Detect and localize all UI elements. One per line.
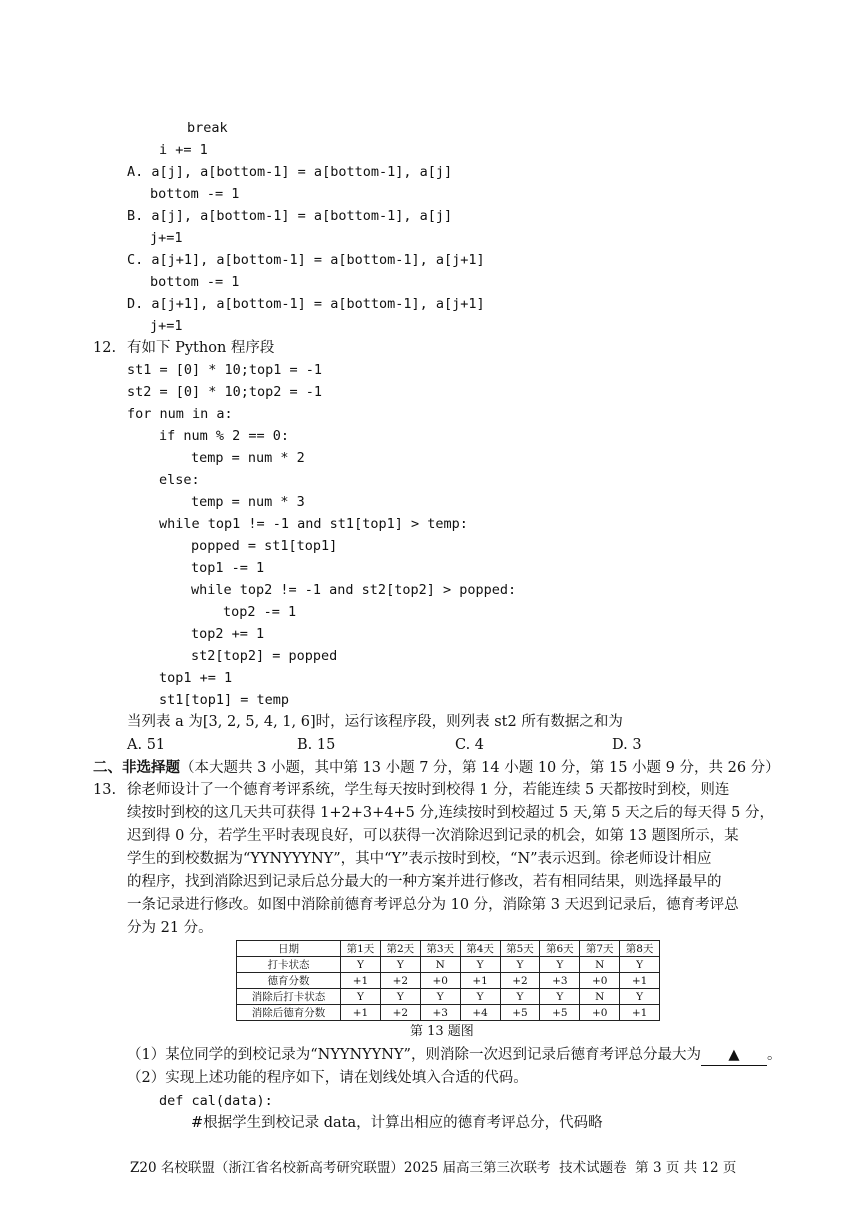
table-cell: +1 [341, 973, 381, 989]
table-cell: Y [460, 957, 500, 973]
code-line: i += 1 [159, 142, 208, 158]
code-line: temp = num * 2 [191, 450, 305, 466]
table-cell: +0 [420, 973, 460, 989]
code-line: top1 -= 1 [191, 560, 265, 576]
table-cell: Y [380, 989, 420, 1005]
q13-sub1 [127, 1045, 781, 1066]
option-d: D. a[j+1], a[bottom-1] = a[bottom-1], a[j+1] [127, 296, 485, 312]
table-cell: N [420, 957, 460, 973]
q13-text: 学生的到校数据为“YYNYYYNY”，其中“Y”表示按时到校，“N”表示迟到。徐老师设计相应 [127, 851, 712, 867]
table-row [237, 989, 660, 1005]
table-header-cell: 第3天 [420, 941, 460, 957]
table-cell: Y [500, 989, 540, 1005]
table-cell: +3 [540, 973, 580, 989]
table-cell: Y [500, 957, 540, 973]
code-line: st1[top1] = temp [159, 692, 290, 708]
page-footer: Z20 名校联盟（浙江省名校新高考研究联盟）2025 届高三第三次联考 技术试题卷 第 3 页 共 12 页 [130, 1160, 737, 1176]
q13-text: 续按时到校的这几天共可获得 1+2+3+4+5 分,连续按时到校超过 5 天,第 5 天之后的每天得 5 分， [127, 805, 774, 821]
code-line: if num % 2 == 0: [159, 428, 290, 444]
table-cell: +3 [420, 1005, 460, 1021]
table-header-cell: 第4天 [460, 941, 500, 957]
option-c: C. a[j+1], a[bottom-1] = a[bottom-1], a[j+1] [127, 252, 485, 268]
q12-title: 有如下 Python 程序段 [127, 340, 275, 356]
table-cell: +0 [580, 1005, 620, 1021]
option-a: A. a[j], a[bottom-1] = a[bottom-1], a[j] [127, 164, 453, 180]
q12-option-b: B. 15 [297, 737, 336, 753]
table-cell: Y [380, 957, 420, 973]
table-row [237, 1005, 660, 1021]
section-note: （本大题共 3 小题，其中第 13 小题 7 分，第 14 小题 10 分，第 15 小题 9 分，共 26 分） [180, 760, 780, 776]
code-line: break [187, 120, 228, 136]
table-cell: +1 [620, 973, 660, 989]
code-line: popped = st1[top1] [191, 538, 338, 554]
figure-caption: 第 13 题图 [410, 1024, 474, 1039]
q12-option-d: D. 3 [612, 737, 642, 753]
table-cell: 消除后德育分数 [237, 1005, 341, 1021]
q13-sub1-end: 。 [766, 1047, 782, 1063]
code-line: st2[top2] = popped [191, 648, 338, 664]
answer-blank: ▲ [701, 1045, 767, 1066]
code-comment: #根据学生到校记录 data，计算出相应的德育考评总分，代码略 [191, 1115, 603, 1131]
code-line: def cal(data): [159, 1093, 273, 1109]
option-a-cont: bottom -= 1 [150, 186, 240, 202]
option-c-cont: bottom -= 1 [150, 274, 240, 290]
q13-text: 分为 21 分。 [127, 920, 213, 936]
table-header-cell: 第8天 [620, 941, 660, 957]
q13-text: 的程序，找到消除迟到记录后总分最大的一种方案并进行修改，若有相同结果，则选择最早的 [127, 874, 722, 890]
code-line: st2 = [0] * 10;top2 = -1 [127, 384, 323, 400]
table-cell: Y [540, 957, 580, 973]
table-header-cell: 第5天 [500, 941, 540, 957]
table-cell: Y [540, 989, 580, 1005]
table-cell: Y [620, 957, 660, 973]
table-header-cell: 日期 [237, 941, 341, 957]
table-cell: N [580, 989, 620, 1005]
code-line: top2 -= 1 [223, 604, 297, 620]
q13-text: 一条记录进行修改。如图中消除前德育考评总分为 10 分，消除第 3 天迟到记录后，德育考评总 [127, 897, 739, 913]
q13-text: 迟到得 0 分，若学生平时表现良好，可以获得一次消除迟到记录的机会，如第 13 题图所示，某 [127, 828, 739, 844]
q13-sub2: （2）实现上述功能的程序如下，请在划线处填入合适的代码。 [127, 1070, 528, 1086]
table-cell: Y [341, 989, 381, 1005]
table-cell: +5 [500, 1005, 540, 1021]
section-heading [93, 758, 780, 778]
table-cell: +1 [460, 973, 500, 989]
table-cell: Y [341, 957, 381, 973]
table-cell: Y [460, 989, 500, 1005]
code-line: top1 += 1 [159, 670, 233, 686]
table-cell: +0 [580, 973, 620, 989]
table-cell: +4 [460, 1005, 500, 1021]
table-row [237, 957, 660, 973]
option-d-cont: j+=1 [150, 318, 183, 334]
q12-number: 12. [93, 340, 117, 356]
q12-option-c: C. 4 [455, 737, 485, 753]
table-header-cell: 第2天 [380, 941, 420, 957]
q13-sub1-text: （1）某位同学的到校记录为“NYYNYYNY”，则消除一次迟到记录后德育考评总分最大为 [127, 1047, 701, 1063]
table-cell: 消除后打卡状态 [237, 989, 341, 1005]
table-cell: 打卡状态 [237, 957, 341, 973]
table-cell: Y [420, 989, 460, 1005]
code-line: else: [159, 472, 200, 488]
code-line: while top1 != -1 and st1[top1] > temp: [159, 516, 468, 532]
table-cell: 德育分数 [237, 973, 341, 989]
q13-text: 徐老师设计了一个德育考评系统，学生每天按时到校得 1 分，若能连续 5 天都按时到校，则连 [127, 782, 730, 798]
attendance-table [236, 940, 660, 1021]
section-title: 二、非选择题 [93, 759, 180, 776]
table-header-cell: 第6天 [540, 941, 580, 957]
table-row [237, 973, 660, 989]
table-header-cell: 第7天 [580, 941, 620, 957]
table-cell: +2 [380, 973, 420, 989]
q13-number: 13. [93, 782, 117, 798]
table-header-cell: 第1天 [341, 941, 381, 957]
code-line: top2 += 1 [191, 626, 265, 642]
table-cell: +1 [341, 1005, 381, 1021]
table-cell: +2 [500, 973, 540, 989]
option-b-cont: j+=1 [150, 230, 183, 246]
table-cell: Y [620, 989, 660, 1005]
table-cell: +2 [380, 1005, 420, 1021]
code-line: for num in a: [127, 406, 233, 422]
q12-question: 当列表 a 为[3, 2, 5, 4, 1, 6]时，运行该程序段，则列表 st2 所有数据之和为 [127, 714, 623, 730]
code-line: st1 = [0] * 10;top1 = -1 [127, 362, 323, 378]
code-line: temp = num * 3 [191, 494, 305, 510]
table-cell: +5 [540, 1005, 580, 1021]
q12-option-a: A. 51 [127, 737, 166, 753]
table-cell: N [580, 957, 620, 973]
code-line: while top2 != -1 and st2[top2] > popped: [191, 582, 517, 598]
table-cell: +1 [620, 1005, 660, 1021]
option-b: B. a[j], a[bottom-1] = a[bottom-1], a[j] [127, 208, 453, 224]
table-header-row [237, 941, 660, 957]
